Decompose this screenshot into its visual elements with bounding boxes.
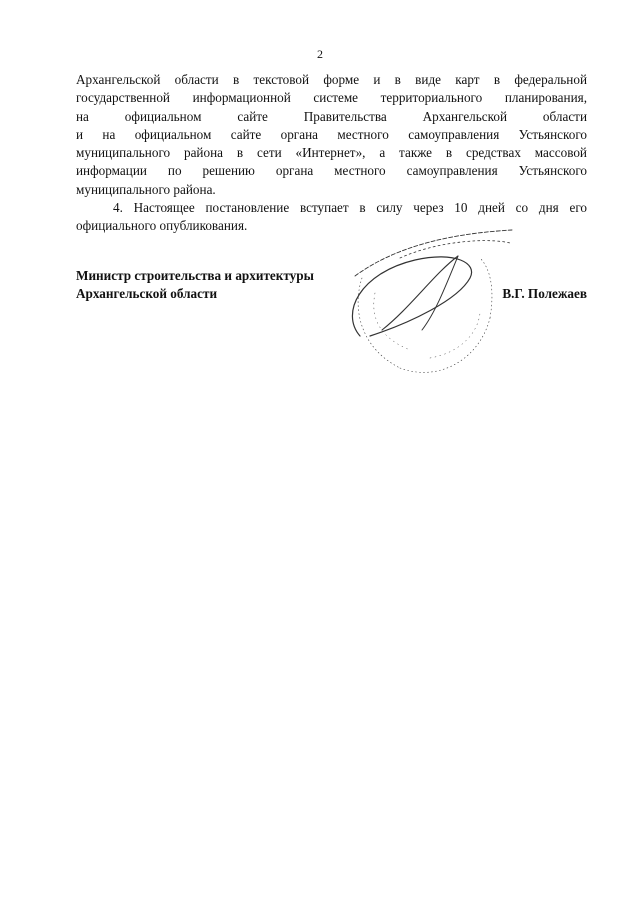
- signatory-role: [76, 267, 314, 304]
- paragraph-line: 4. Настоящее постановление вступает в силу через 10 дней со дня его: [113, 200, 587, 216]
- signatory-name: В.Г. Полежаев: [502, 286, 587, 301]
- paragraph-line: и на официальном сайте органа местного самоуправления Устьянского: [76, 126, 587, 142]
- paragraph-line: Архангельской области в текстовой форме и в виде карт в федеральной: [76, 72, 587, 87]
- paragraph-line: на официальном сайте Правительства Архангельской области: [76, 108, 587, 124]
- paragraph-line: муниципального района.: [76, 181, 216, 197]
- paragraph-line: официального опубликования.: [76, 218, 248, 234]
- signatory-role-line: Архангельской области: [76, 286, 218, 302]
- document-body: [76, 71, 587, 236]
- paragraph-line: государственной информационной системе территориального планирования,: [76, 90, 587, 106]
- signature-block: [76, 267, 587, 307]
- paragraph-line: информации по решению органа местного самоуправления Устьянского: [76, 163, 587, 179]
- signatory-role-line: Министр строительства и архитектуры: [76, 268, 314, 283]
- page-number: 2: [317, 47, 323, 61]
- paragraph-line: муниципального района в сети «Интернет», а также в средствах массовой: [76, 145, 587, 161]
